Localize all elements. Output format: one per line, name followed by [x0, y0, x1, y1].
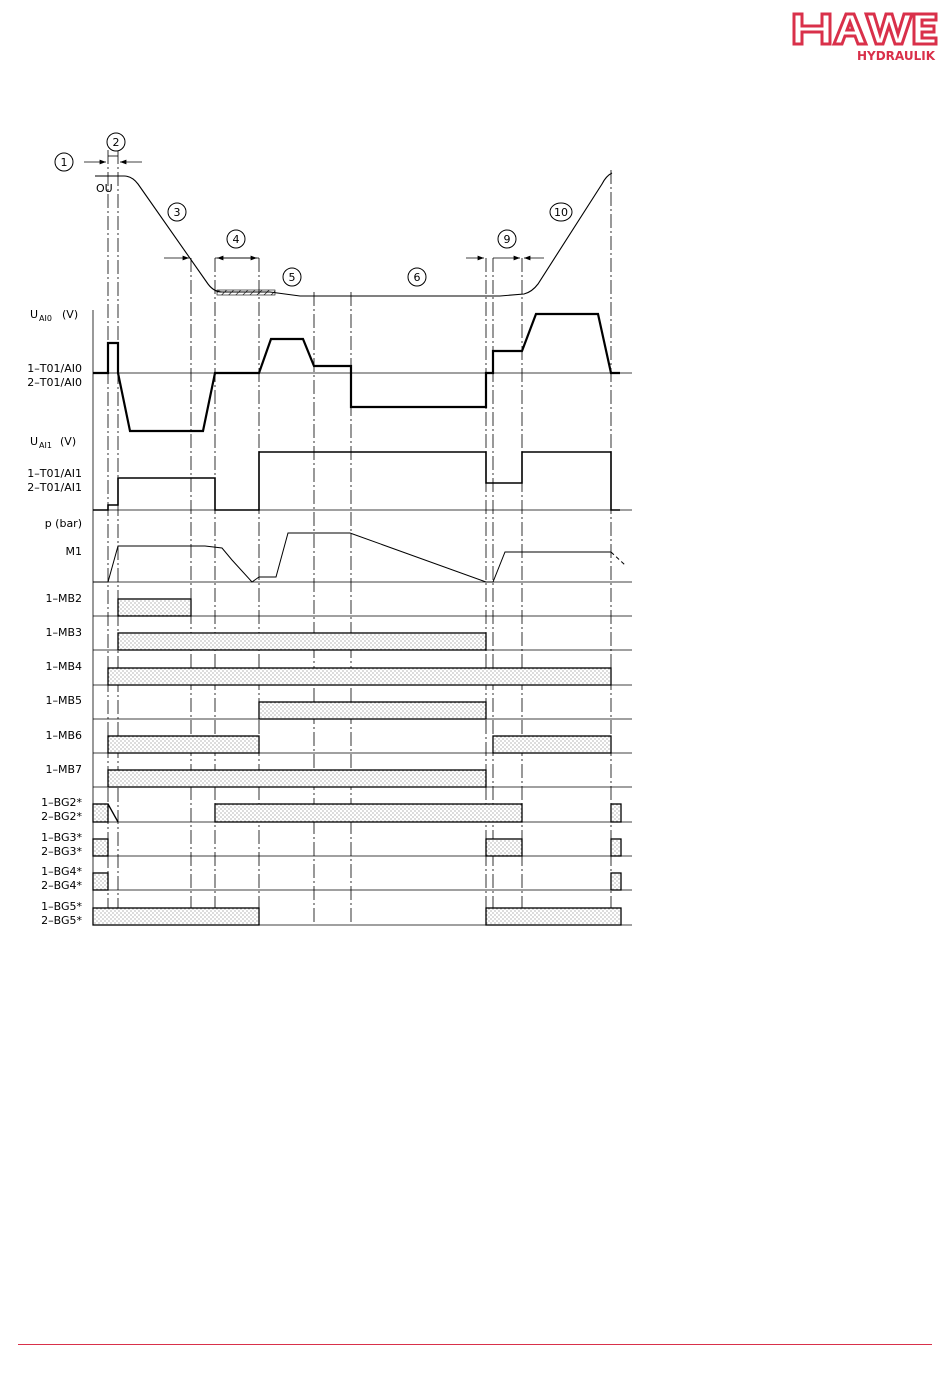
label-bg2-2: 2–BG2*	[41, 810, 82, 823]
label-bg5-1: 1–BG5*	[41, 900, 82, 913]
label-t01-ai0-2: 2–T01/AI0	[27, 376, 82, 389]
svg-text:10: 10	[554, 206, 568, 219]
bg4-bar-b	[611, 839, 621, 856]
svg-text:5: 5	[288, 271, 296, 284]
label-m1: M1	[65, 545, 82, 558]
mb6-active-bar-b	[493, 736, 611, 753]
label-uai1	[30, 435, 76, 450]
label-bg5-2: 2–BG5*	[41, 914, 82, 927]
svg-text:(V): (V)	[60, 435, 77, 448]
phase-callout-6	[408, 268, 426, 286]
svg-text:U: U	[30, 435, 39, 448]
phase-callout-5	[283, 268, 301, 286]
svg-text:1: 1	[60, 156, 68, 169]
label-bg4-2: 2–BG4*	[41, 879, 82, 892]
bg2-bar-c	[611, 804, 621, 822]
svg-text:2: 2	[112, 136, 120, 149]
label-bg2-1: 1–BG2*	[41, 796, 82, 809]
mb5-active-bar	[259, 702, 486, 719]
bg2-bar-b	[215, 804, 522, 822]
pressure-m1	[93, 533, 611, 582]
phase-callout-1	[55, 153, 73, 171]
svg-text:9: 9	[503, 233, 511, 246]
hatched-zone	[217, 290, 275, 295]
label-mb5: 1–MB5	[45, 694, 82, 707]
label-mb7: 1–MB7	[45, 763, 82, 776]
svg-text:6: 6	[413, 271, 421, 284]
pressure-m1-tail	[611, 552, 625, 565]
phase-callout-3	[168, 203, 186, 221]
dimension-arrows	[84, 156, 544, 258]
bg3-bar-b	[486, 839, 522, 856]
mb2-active-bar	[118, 599, 191, 616]
bg3-bar-a	[93, 839, 108, 856]
svg-text:3: 3	[173, 206, 181, 219]
label-ou: OU	[96, 182, 113, 195]
label-pressure: p (bar)	[44, 517, 82, 530]
label-t01-ai1-2: 2–T01/AI1	[27, 481, 82, 494]
label-mb4: 1–MB4	[45, 660, 82, 673]
label-uai0	[30, 308, 78, 323]
bg5-bar-a	[93, 908, 259, 925]
phase-callout-4	[227, 230, 245, 248]
label-bg4-1: 1–BG4*	[41, 865, 82, 878]
phase-callout-2	[107, 133, 125, 151]
svg-text:4: 4	[232, 233, 240, 246]
label-mb6: 1–MB6	[45, 729, 82, 742]
label-t01-ai1-1: 1–T01/AI1	[27, 467, 82, 480]
label-mb3: 1–MB3	[45, 626, 82, 639]
footer-rule	[18, 1344, 932, 1345]
phase-callout-10	[550, 203, 572, 221]
bg4-bar-a	[93, 873, 108, 890]
label-bg3-2: 2–BG3*	[41, 845, 82, 858]
hawe-subtitle: HYDRAULIK	[856, 49, 935, 63]
bg2-gap-line	[108, 804, 118, 822]
mb4-active-bar	[108, 668, 611, 685]
axis-baselines	[93, 310, 632, 925]
mb6-active-bar-a	[108, 736, 259, 753]
uai1-signal	[93, 452, 620, 510]
svg-text:AI1: AI1	[39, 441, 52, 450]
bg2-bar-a	[93, 804, 108, 822]
svg-text:AI0: AI0	[39, 314, 52, 323]
phase-callout-9	[498, 230, 516, 248]
label-t01-ai0-1: 1–T01/AI0	[27, 362, 82, 375]
travel-curve	[95, 173, 612, 296]
mb7-active-bar	[108, 770, 486, 787]
label-mb2: 1–MB2	[45, 592, 82, 605]
uai0-signal	[93, 314, 620, 431]
svg-text:(V): (V)	[62, 308, 79, 321]
label-bg3-1: 1–BG3*	[41, 831, 82, 844]
mb3-active-bar	[118, 633, 486, 650]
bg3-bar-c	[611, 873, 621, 890]
svg-text:U: U	[30, 308, 39, 321]
bg5-bar-b	[486, 908, 621, 925]
